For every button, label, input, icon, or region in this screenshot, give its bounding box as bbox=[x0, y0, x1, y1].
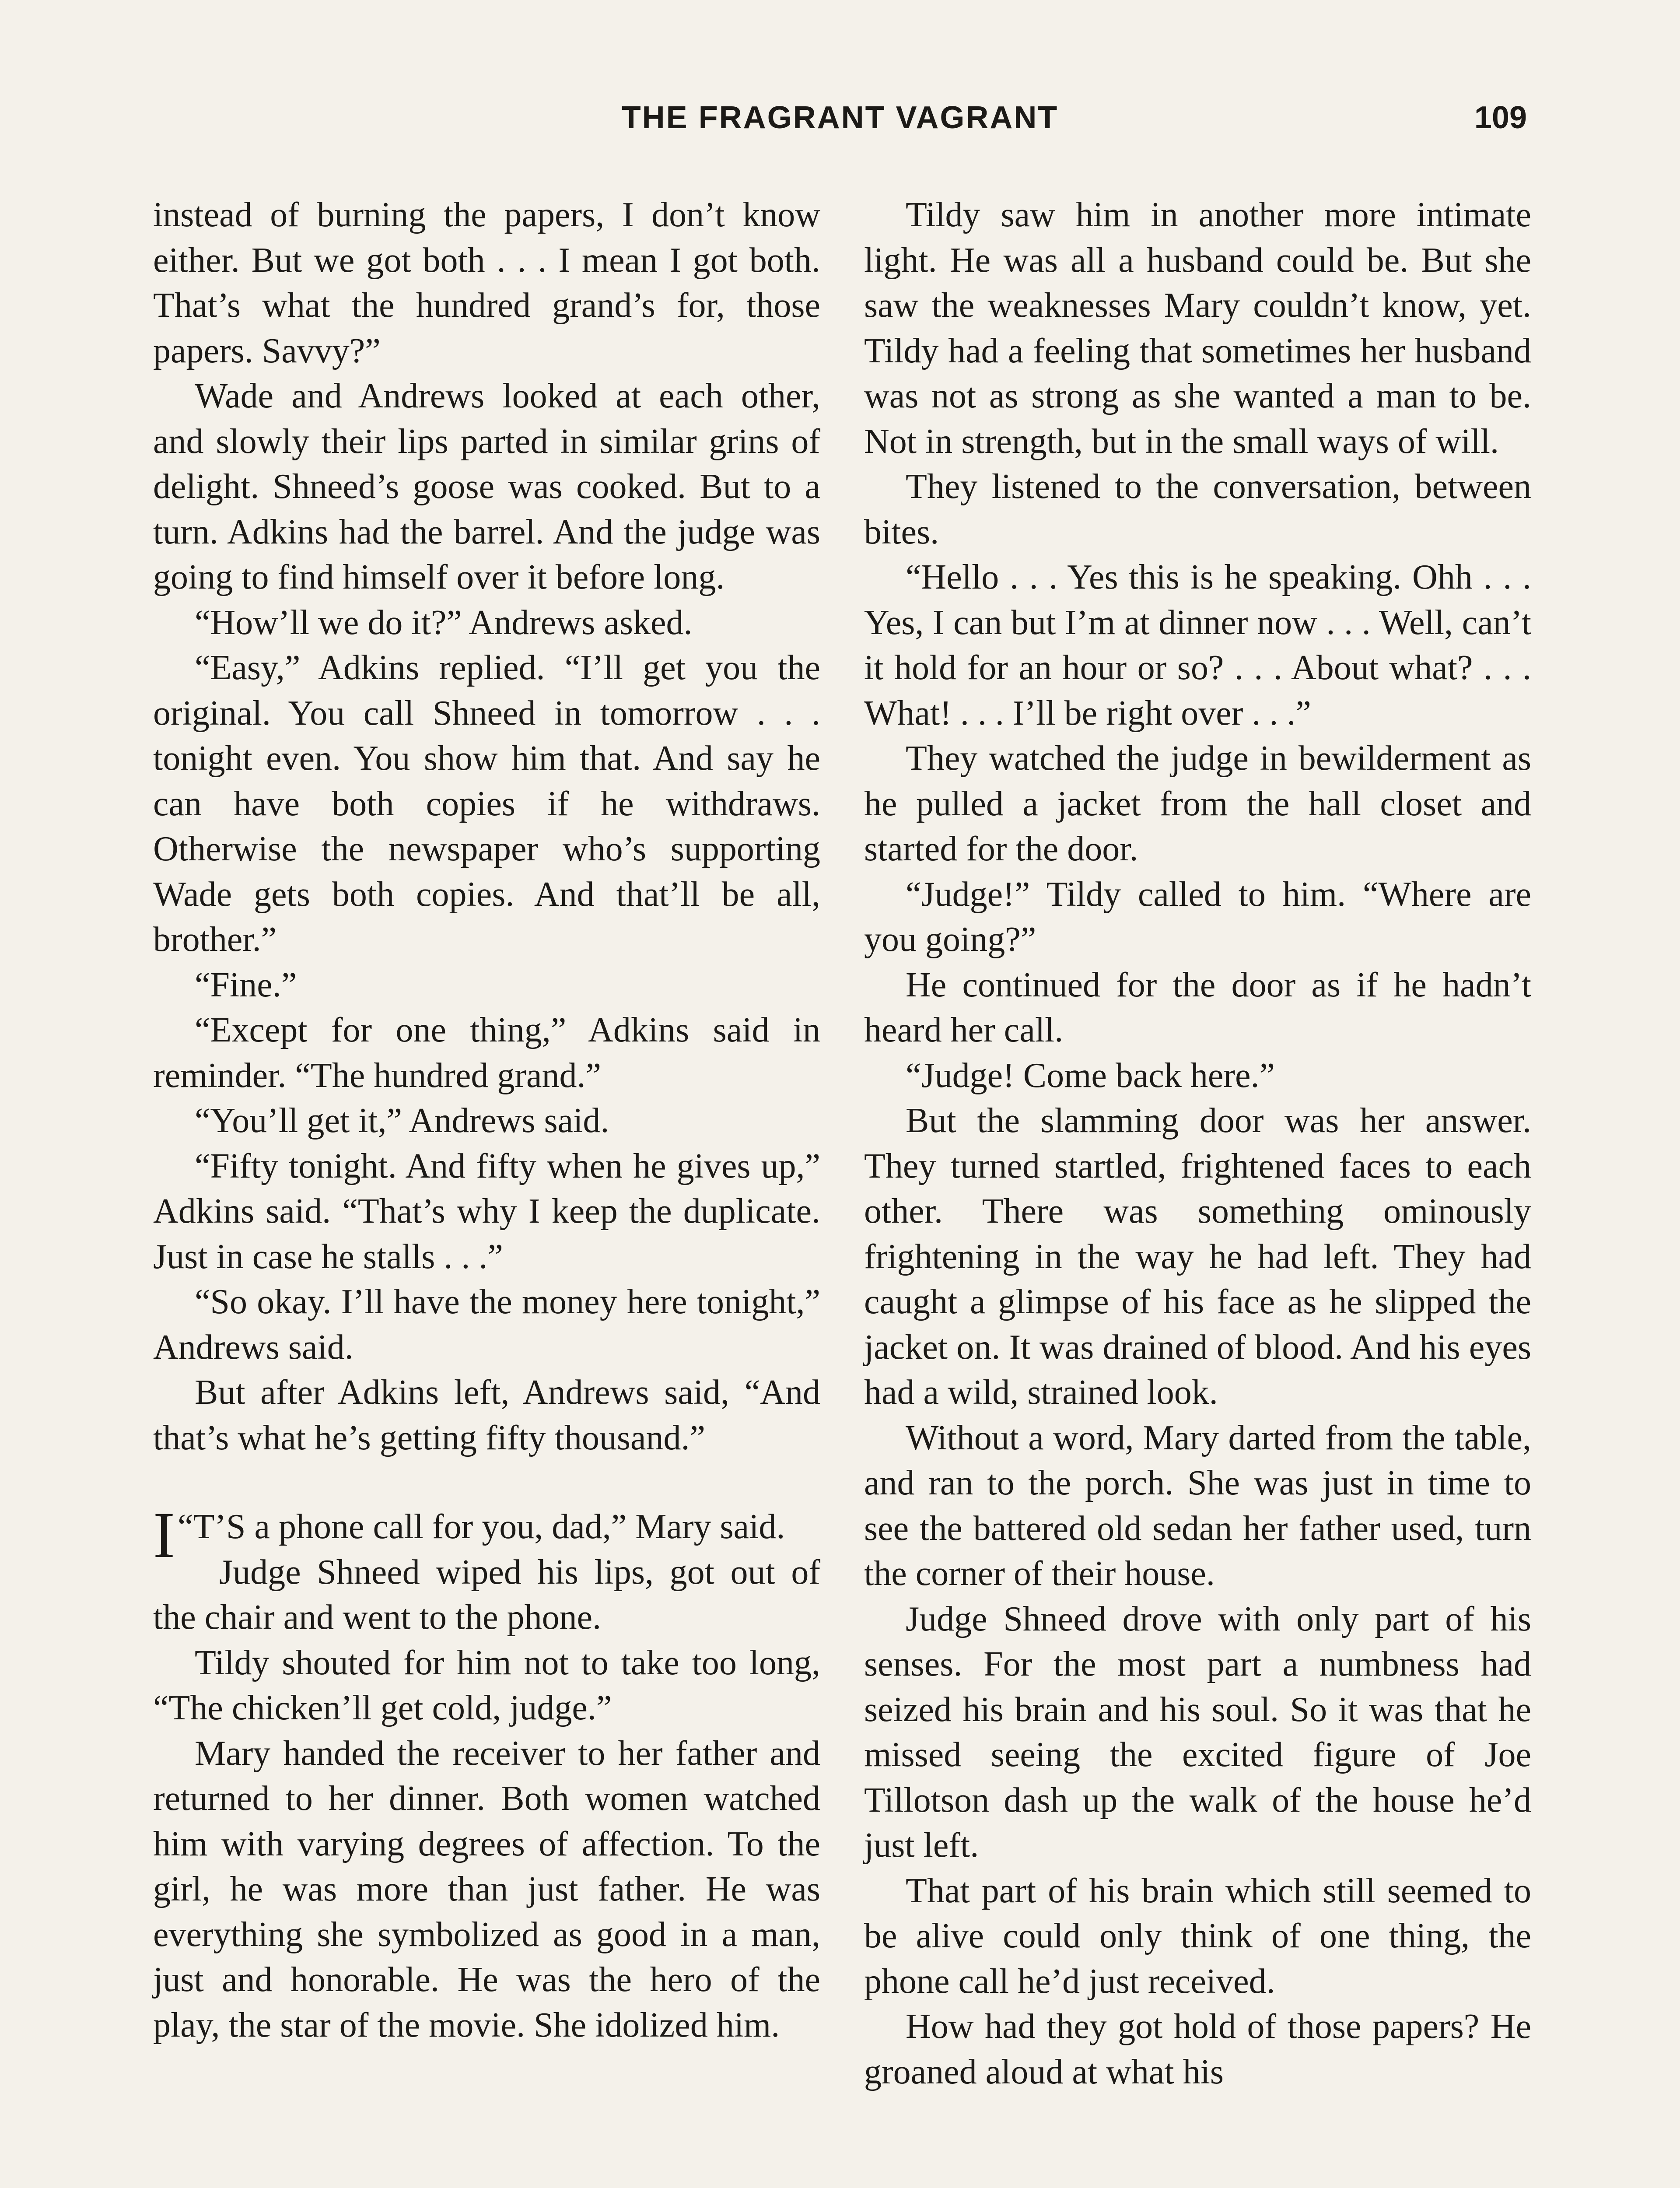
paragraph: “Judge! Come back here.” bbox=[906, 1056, 1275, 1095]
drop-cap: I bbox=[153, 1499, 175, 1571]
paragraph: But the slamming door was her answer. They turned startled, frightened faces to each other. There was something ominously frightening in the way he had left. They had caught a glimpse of his face as he slipped the jacket on. It was drained of blood. And his eyes had a wild, strained look. bbox=[864, 1101, 1531, 1412]
paragraph: Mary handed the receiver to her father and returned to her dinner. Both women watched him with varying degrees of affection. To the girl, he was more than just father. He was everything she symbolized as good in a man, just and honorable. He was the hero of the play, the star of the movie. She idolized him. bbox=[153, 1734, 820, 2044]
paragraph: “Hello . . . Yes this is he speaking. Ohh . . . Yes, I can but I’m at dinner now . . . Well, can’t it hold for an hour or so? . . . About what? . . . What! . . . I’ll be right over . . .” bbox=[864, 558, 1531, 733]
paragraph: How had they got hold of those papers? He groaned aloud at what his bbox=[864, 2007, 1531, 2091]
section-start-paragraph bbox=[153, 1499, 820, 1571]
section-start-text: T’S a phone call for you, dad,” Mary said. bbox=[193, 1508, 785, 1546]
paragraph: Wade and Andrews looked at each other, and slowly their lips parted in similar grins of delight. Shneed’s goose was cooked. But to a turn. Adkins had the barrel. And the judge was going to find himself over it before long. bbox=[153, 377, 820, 596]
paragraph: Tildy saw him in another more intimate light. He was all a husband could be. But she saw the weaknesses Mary couldn’t know, yet. Tildy had a feeling that sometimes her husband was not as strong as she wanted a man to be. Not in strength, but in the small ways of will. bbox=[864, 196, 1531, 461]
paragraph: Tildy shouted for him not to take too long, “The chicken’ll get cold, judge.” bbox=[153, 1643, 820, 1727]
running-header bbox=[153, 100, 1527, 152]
paragraph: Without a word, Mary darted from the table, and ran to the porch. She was just in time to see the battered old sedan her father used, turn the corner of their house. bbox=[864, 1418, 1531, 1593]
running-title: THE FRAGRANT VAGRANT bbox=[621, 100, 1059, 135]
open-quote: “ bbox=[177, 1508, 193, 1546]
paragraph: But after Adkins left, Andrews said, “And that’s what he’s getting fifty thousand.” bbox=[153, 1373, 820, 1457]
paragraph: They listened to the conversation, between bites. bbox=[864, 467, 1531, 551]
paragraph: He continued for the door as if he hadn’t heard her call. bbox=[864, 965, 1531, 1049]
paragraph: “Except for one thing,” Adkins said in reminder. “The hundred grand.” bbox=[153, 1011, 820, 1095]
right-column bbox=[864, 193, 1531, 2095]
paragraph: Judge Shneed wiped his lips, got out of the chair and went to the phone. bbox=[153, 1553, 820, 1637]
paragraph: “Fifty tonight. And fifty when he gives up,” Adkins said. “That’s why I keep the duplicate. Just in case he stalls . . .” bbox=[153, 1147, 820, 1276]
left-column bbox=[153, 193, 820, 2048]
paragraph: “Easy,” Adkins replied. “I’ll get you the original. You call Shneed in tomorrow . . . tonight even. You show him that. And say he can have both copies if he withdraws. Otherwise the newspaper who’s supporting Wade gets both copies. And that’ll be all, brother.” bbox=[153, 649, 820, 959]
paragraph: “How’ll we do it?” Andrews asked. bbox=[195, 603, 693, 642]
paragraph: Judge Shneed drove with only part of his senses. For the most part a numbness had seized his brain and his soul. So it was that he missed seeing the excited figure of Joe Tillotson dash up the walk of the house he’d just left. bbox=[864, 1599, 1531, 1865]
paragraph: They watched the judge in bewilderment as he pulled a jacket from the hall closet and started for the door. bbox=[864, 739, 1531, 868]
paragraph: “Judge!” Tildy called to him. “Where are you going?” bbox=[864, 875, 1531, 959]
paragraph: “So okay. I’ll have the money here tonight,” Andrews said. bbox=[153, 1283, 820, 1367]
paragraph: instead of burning the papers, I don’t know either. But we got both . . . I mean I got both. That’s what the hundred grand’s for, those papers. Savvy?” bbox=[153, 196, 820, 370]
paragraph: “You’ll get it,” Andrews said. bbox=[195, 1101, 609, 1140]
paragraph: “Fine.” bbox=[195, 965, 297, 1004]
page-number: 109 bbox=[1474, 100, 1527, 135]
paragraph: That part of his brain which still seemed to be alive could only think of one thing, the phone call he’d just received. bbox=[864, 1871, 1531, 2001]
